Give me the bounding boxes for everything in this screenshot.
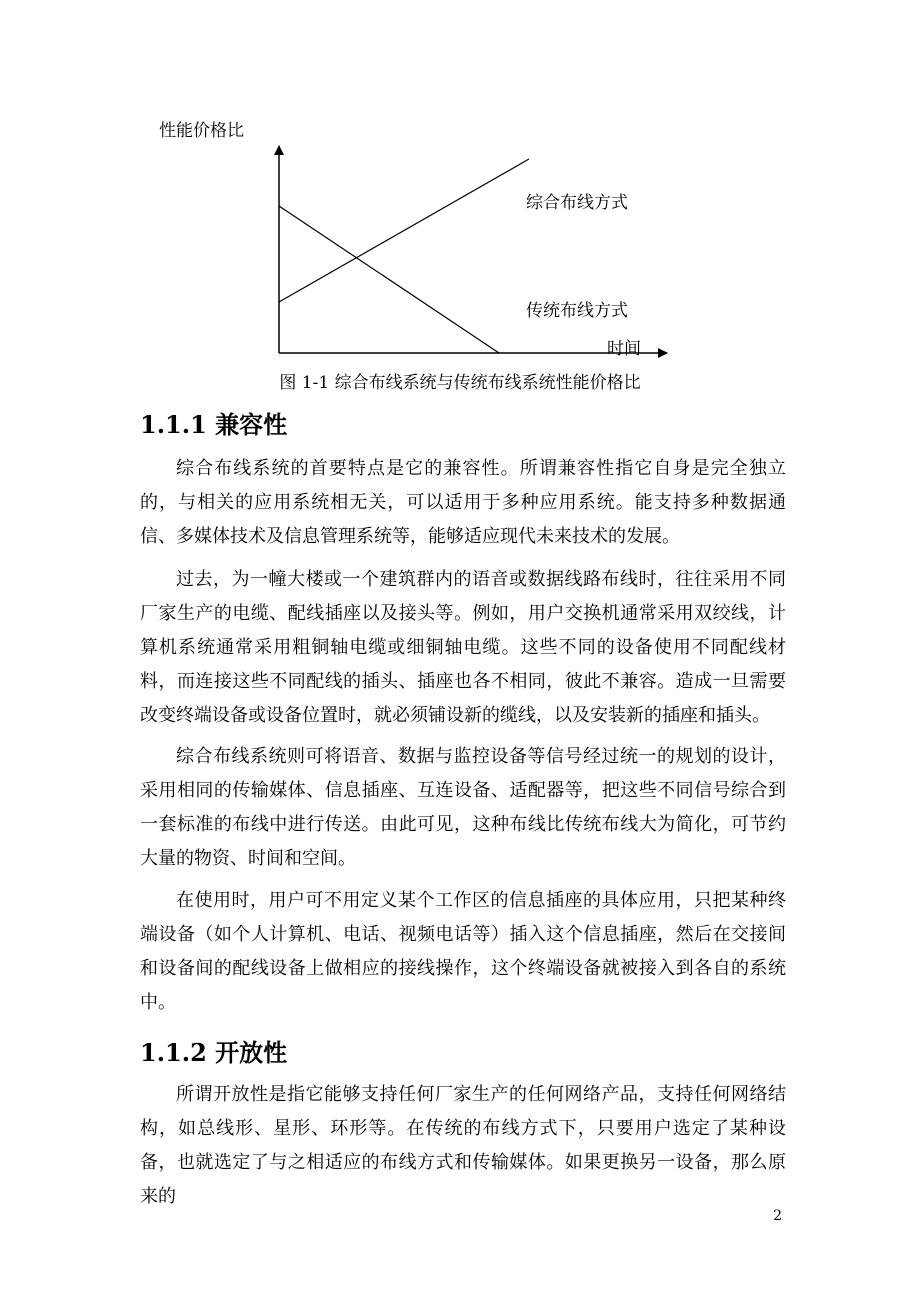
paragraph: 过去，为一幢大楼或一个建筑群内的语音或数据线路布线时，往往采用不同厂家生产的电缆、配线插座以及接头等。例如，用户交换机通常采用双绞线，计算机系统通常采用粗铜轴电缆或细铜轴电缆。这些不同的设备使用不同配线材料，而连接这些不同配线的插头、插座也各不相同，彼此不兼容。造成一旦需要改变终端设备或设备位置时，就必须铺设新的缆线，以及安装新的插座和插头。 <box>140 569 786 726</box>
figure-1-1 <box>0 0 920 400</box>
figure-diagram <box>0 0 920 400</box>
page-number: 2 <box>773 1208 782 1224</box>
paragraph: 在使用时，用户可不用定义某个工作区的信息插座的具体应用，只把某种终端设备（如个人计算机、电话、视频电话等）插入这个信息插座，然后在交接间和设备间的配线设备上做相应的接线操作，这个终端设备就被接入到各自的系统中。 <box>140 890 786 1013</box>
y-axis-label: 性能价格比 <box>159 121 244 141</box>
paragraph: 所谓开放性是指它能够支持任何厂家生产的任何网络产品，支持任何网络结构，如总线形、星形、环形等。在传统的布线方式下，只要用户选定了某种设备，也就选定了与之相适应的布线方式和传输媒体。如果更换另一设备，那么原来的 <box>140 1084 786 1207</box>
paragraph: 综合布线系统则可将语音、数据与监控设备等信号经过统一的规划的设计，采用相同的传输媒体、信息插座、互连设备、适配器等，把这些不同信号综合到一套标准的布线中进行传送。由此可见，这种布线比传统布线大为简化，可节约大量的物资、时间和空间。 <box>140 746 786 869</box>
section-heading-openness: 1.1.2 开放性 <box>140 1038 288 1067</box>
integrated-cabling-label: 综合布线方式 <box>526 193 628 213</box>
paragraph: 综合布线系统的首要特点是它的兼容性。所谓兼容性指它自身是完全独立的，与相关的应用系统相无关，可以适用于多种应用系统。能支持多种数据通信、多媒体技术及信息管理系统等，能够适应现代未来技术的发展。 <box>140 458 786 547</box>
section-heading-compatibility: 1.1.1 兼容性 <box>140 410 288 439</box>
figure-caption: 图 1-1 综合布线系统与传统布线系统性能价格比 <box>279 373 641 393</box>
traditional-cabling-line <box>279 206 499 353</box>
x-axis-label: 时间 <box>607 339 641 359</box>
traditional-cabling-label: 传统布线方式 <box>526 301 628 321</box>
